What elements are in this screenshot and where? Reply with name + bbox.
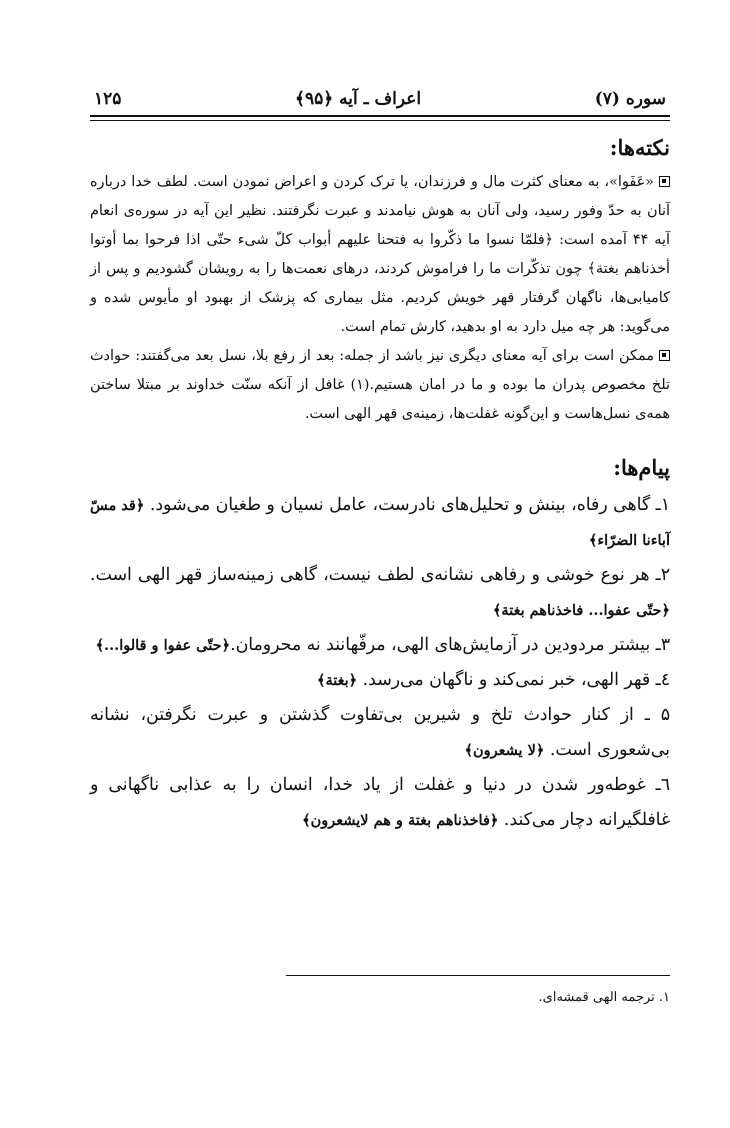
verse-quote: ﴿حتّی عفوا و قالوا...﴾	[95, 637, 231, 654]
footnote-rule	[286, 975, 670, 976]
note-paragraph: ممکن است برای آیه معنای دیگری نیز باشد از جمله: بعد از رفع بلا، نسل بعد می‌گفتند: حوادث تلخ مخصوص پدران ما بوده و ما در امان هستیم.(۱) غافل از آنکه سنّت خداوند بر مبتلا ساختن همه‌ی نسل‌هاست و این‌گونه غفلت‌ها، زمینه‌ی قهر الهی است.	[90, 348, 670, 422]
verse-quote: ﴿لا یشعرون﴾	[464, 742, 545, 759]
message-item: ٤ـ قهر الهی، خبر نمی‌کند و ناگهان می‌رسد. ﴿بغتة﴾	[316, 670, 670, 690]
message-item: ۳ـ بیشتر مردودین در آزمایش‌های الهی، مرفّهانند نه محرومان.﴿حتّی عفوا و قالوا...﴾	[95, 635, 670, 655]
header-title: اعراف ـ آیه ﴿۹۵﴾	[295, 89, 422, 109]
messages-section	[90, 455, 670, 838]
message-item: ٦ـ غوطه‌ور شدن در دنیا و غفلت از یاد خدا، انسان را به عذابی ناگهانی و غافلگیرانه دچار می‌کند. ﴿فاخذناهم بغتة و هم لایشعرون﴾	[90, 775, 670, 830]
message-item: ۵ ـ از کنار حوادث تلخ و شیرین بی‌تفاوت گذشتن و عبرت نگرفتن، نشانه بی‌شعوری است. ﴿لا یشعرون﴾	[90, 705, 670, 760]
verse-quote: ﴿حتّی عفوا... فاخذناهم بغتة﴾	[492, 602, 670, 619]
message-item: ۲ـ هر نوع خوشی و رفاهی نشانه‌ی لطف نیست، گاهی زمینه‌ساز قهر الهی است. ﴿حتّی عفوا... فاخذناهم بغتة﴾	[90, 565, 670, 619]
message-item: ۱ـ گاهی رفاه، بینش و تحلیل‌های نادرست، عامل نسیان و طغیان می‌شود. ﴿قد مسّ آباءنا الضرّاء﴾	[90, 495, 670, 549]
notes-section	[90, 135, 670, 429]
messages-heading: پیام‌ها:	[613, 455, 670, 480]
footnote: ۱. ترجمه الهی قمشه‌ای.	[538, 990, 670, 1005]
note-paragraph: «عَفَوا»، به معنای کثرت مال و فرزندان، یا ترک کردن و اعراض نمودن است. لطف خدا درباره آنان به حدّ وفور رسید، ولی آنان به هوش نیامدند و عبرت نگرفتند. نظیر این آیه در سوره‌ی انعام آیه ۴۴ آمده است: ﴿فلمّا نسوا ما ذکّروا به فتحنا علیهم أبواب کلّ شیء حتّی اذا فرحوا بما أوتوا أخذناهم بغتة﴾ چون تذکّرات ما را فراموش کردند، درهای نعمت‌ها را به رویشان گشودیم و پس از کامیابی‌ها، ناگهان گرفتار قهر خویش کردیم. مثل بیماری که پزشک از بهبود او مأیوس شده و می‌گوید: هر چه میل دارد به او بدهید، کارش تمام است.	[90, 174, 670, 335]
square-bullet-icon	[659, 176, 670, 187]
page-header	[90, 88, 670, 113]
verse-quote: ﴿فاخذناهم بغتة و هم لایشعرون﴾	[302, 812, 499, 829]
surah-label: سوره (۷)	[594, 89, 666, 109]
header-rule-thin	[90, 120, 670, 121]
square-bullet-icon	[659, 350, 670, 361]
verse-quote: ﴿قد مسّ آباءنا الضرّاء﴾	[90, 497, 670, 549]
notes-heading: نکته‌ها:	[609, 135, 670, 160]
page-body	[90, 88, 670, 838]
verse-quote: ﴿بغتة﴾	[316, 672, 358, 689]
page-number: ۱۲۵	[94, 89, 122, 109]
header-rule-thick	[90, 115, 670, 117]
